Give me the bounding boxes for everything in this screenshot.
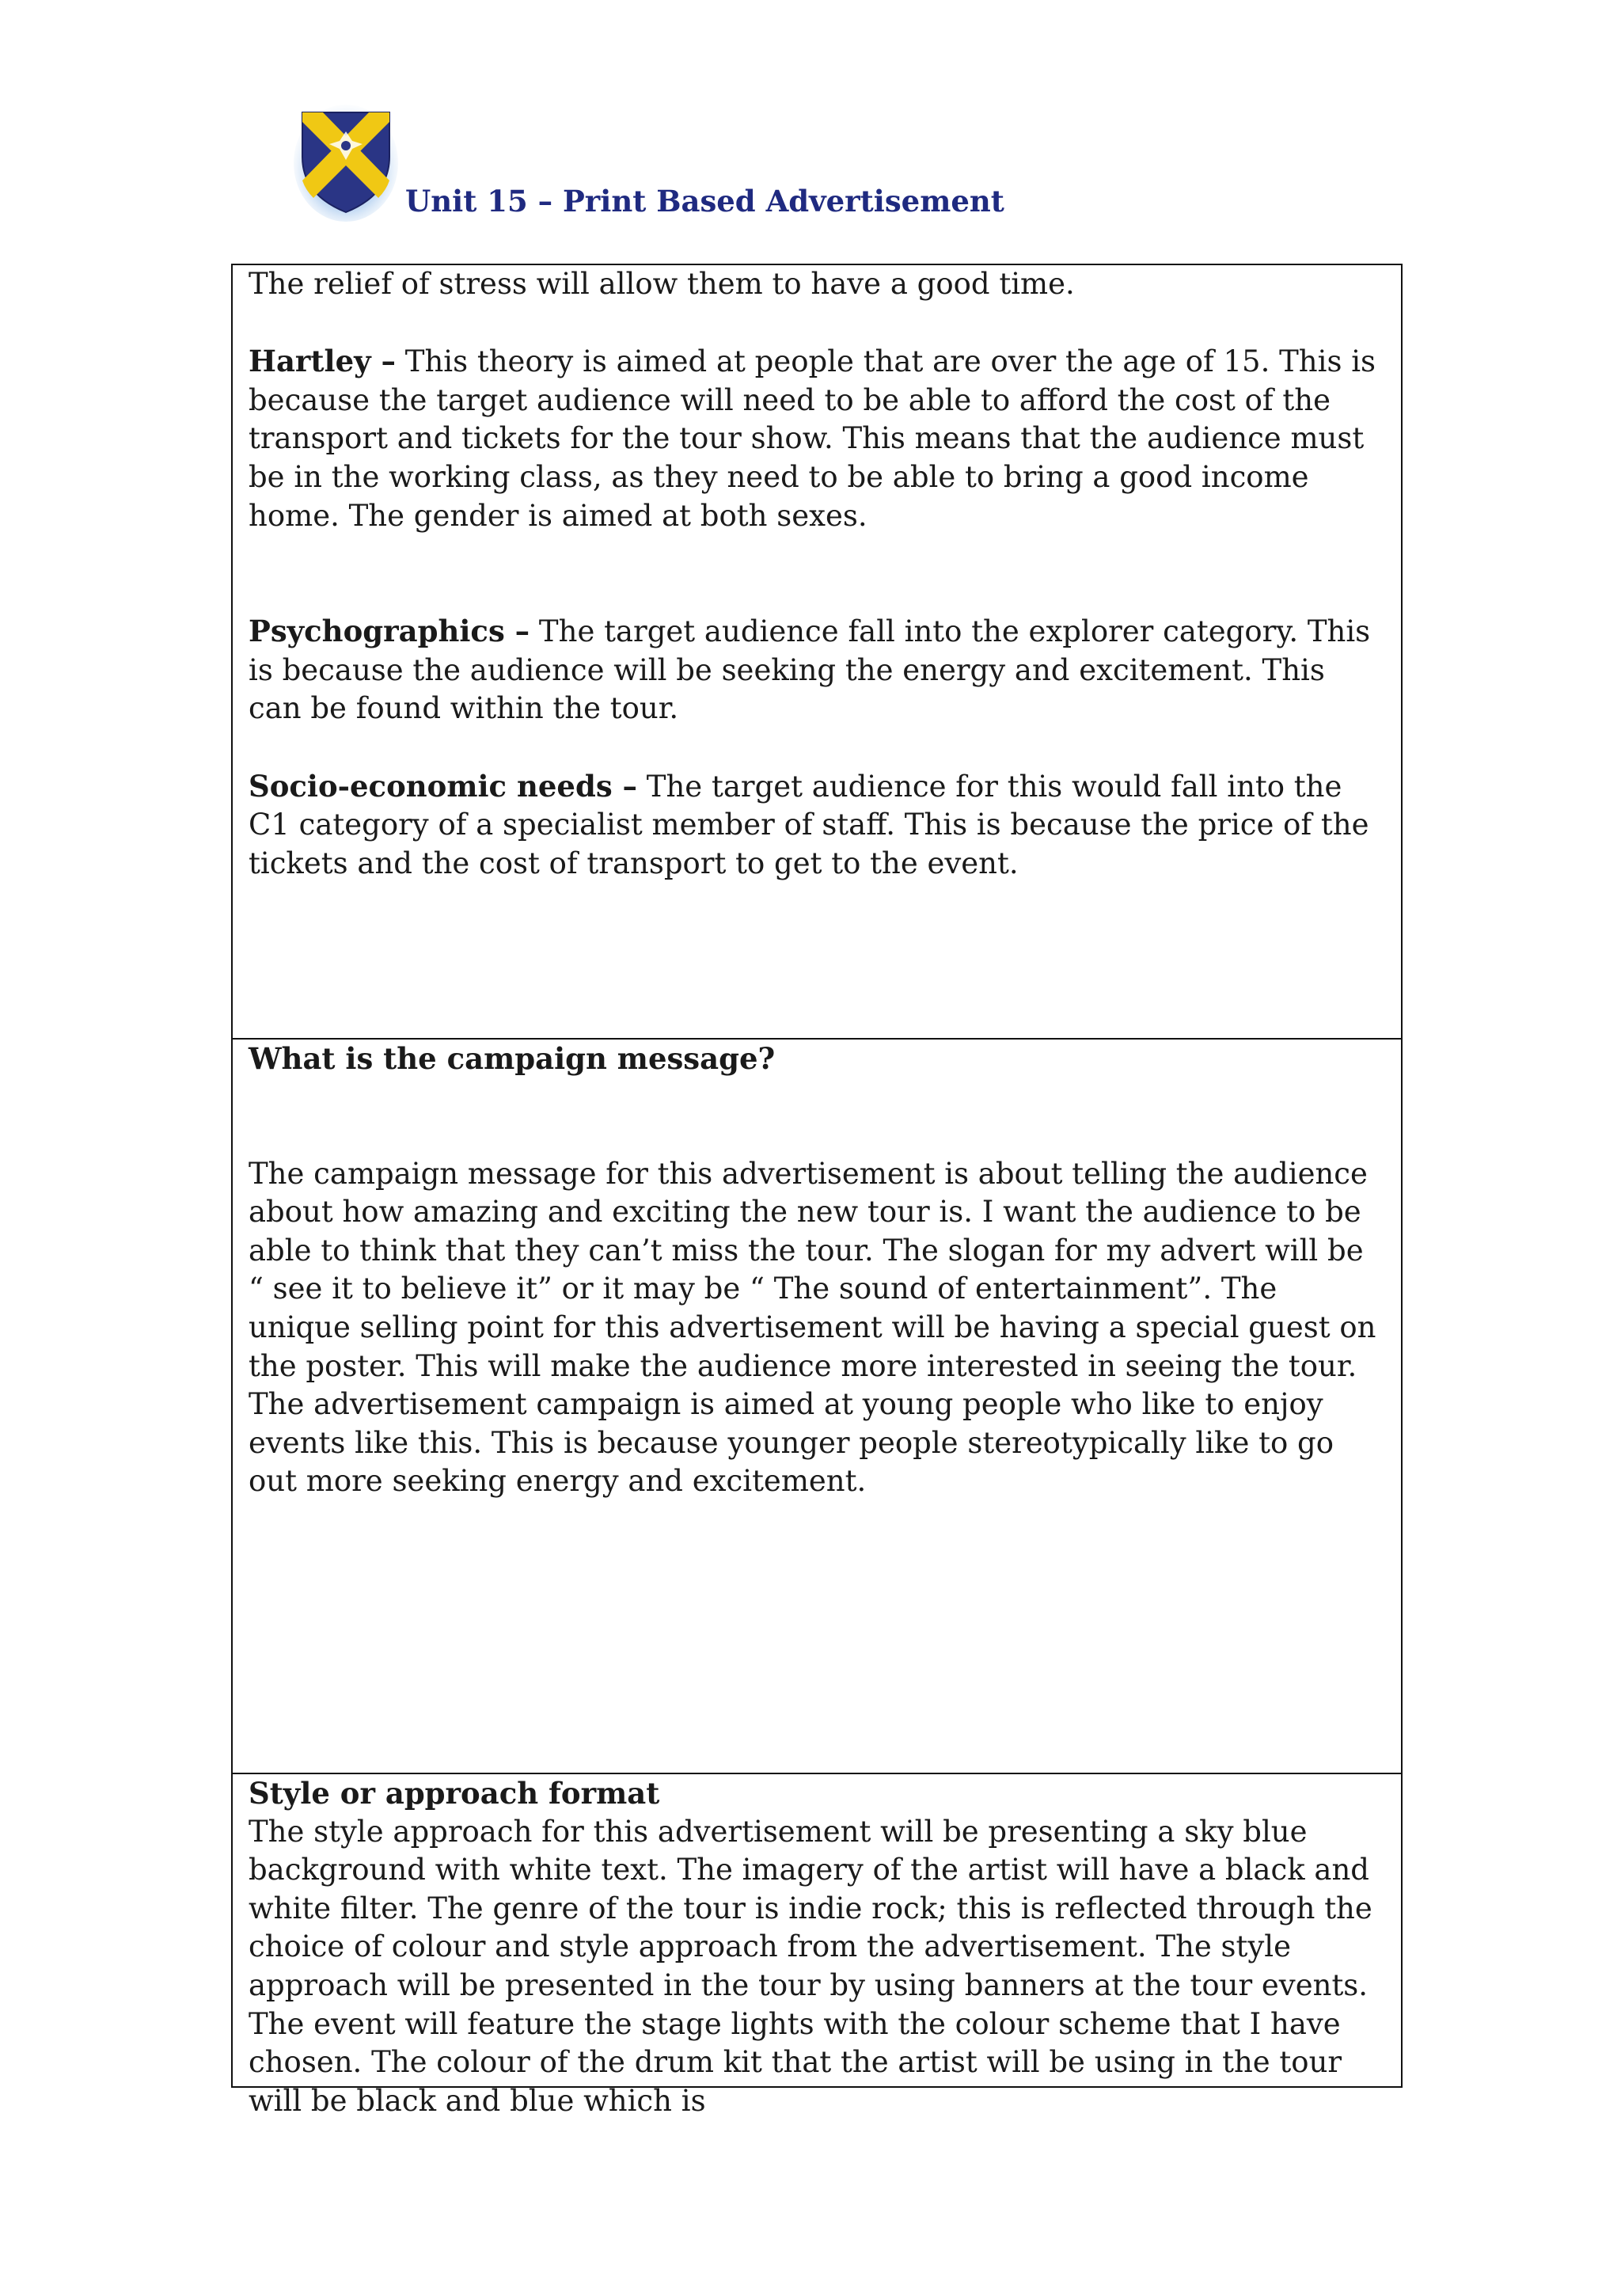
socio-economic-paragraph bbox=[249, 767, 1385, 884]
table-row-campaign-message bbox=[233, 1040, 1401, 1774]
intro-text: The relief of stress will allow them to have a good time. bbox=[249, 267, 1075, 301]
campaign-message-body: The campaign message for this advertisement is about telling the audience about how amazing and exciting the new tour is. I want the audience to be able to think that they can’t miss the tour. The slogan for my advert will be “ see it to believe it” or it may be “ The sound of entertainment”. The unique selling point for this advertisement will be having a special guest on the poster. This will make the audience more interested in seeing the tour. The advertisement campaign is aimed at young people who like to enjoy events like this. This is because younger people stereotypically like to go out more seeking energy and excitement. bbox=[249, 1156, 1376, 1499]
campaign-message-heading: What is the campaign message? bbox=[249, 1041, 776, 1076]
hartley-label: Hartley – bbox=[249, 344, 396, 379]
socio-economic-text: The target audience for this would fall into the C1 category of a specialist member of staff. This is because the price of the tickets and the cost of transport to get to the event. bbox=[249, 769, 1369, 880]
psychographics-paragraph bbox=[249, 612, 1385, 728]
style-approach-heading: Style or approach format bbox=[249, 1776, 660, 1811]
hartley-paragraph bbox=[249, 342, 1385, 535]
table-row-audience bbox=[233, 265, 1401, 1040]
psychographics-text: The target audience fall into the explorer category. This is because the audience will be seeking the energy and excitement. This can be found within the tour. bbox=[249, 614, 1371, 726]
style-approach-body: The style approach for this advertisement will be presenting a sky blue background with white text. The imagery of the artist will have a black and white filter. The genre of the tour is indie rock; this is reflected through the choice of colour and style approach from the advertisement. The style approach will be presented in the tour by using banners at the tour events. The event will feature the stage lights with the colour scheme that I have chosen. The colour of the drum kit that the artist will be using in the tour will be black and blue which is bbox=[249, 1814, 1372, 2118]
table-row-style-approach bbox=[233, 1774, 1401, 2118]
page-title: Unit 15 – Print Based Advertisement bbox=[405, 184, 1004, 219]
socio-economic-label: Socio-economic needs – bbox=[249, 768, 638, 804]
content-table bbox=[231, 264, 1403, 2118]
psychographics-label: Psychographics – bbox=[249, 614, 530, 649]
school-crest-logo bbox=[294, 101, 397, 220]
hartley-text: This theory is aimed at people that are over the age of 15. This is because the target audience will need to be able to afford the cost of the transport and tickets for the tour show. This means that the audience must be in the working class, as they need to be able to bring a good income home. The gender is aimed at both sexes. bbox=[249, 344, 1376, 533]
